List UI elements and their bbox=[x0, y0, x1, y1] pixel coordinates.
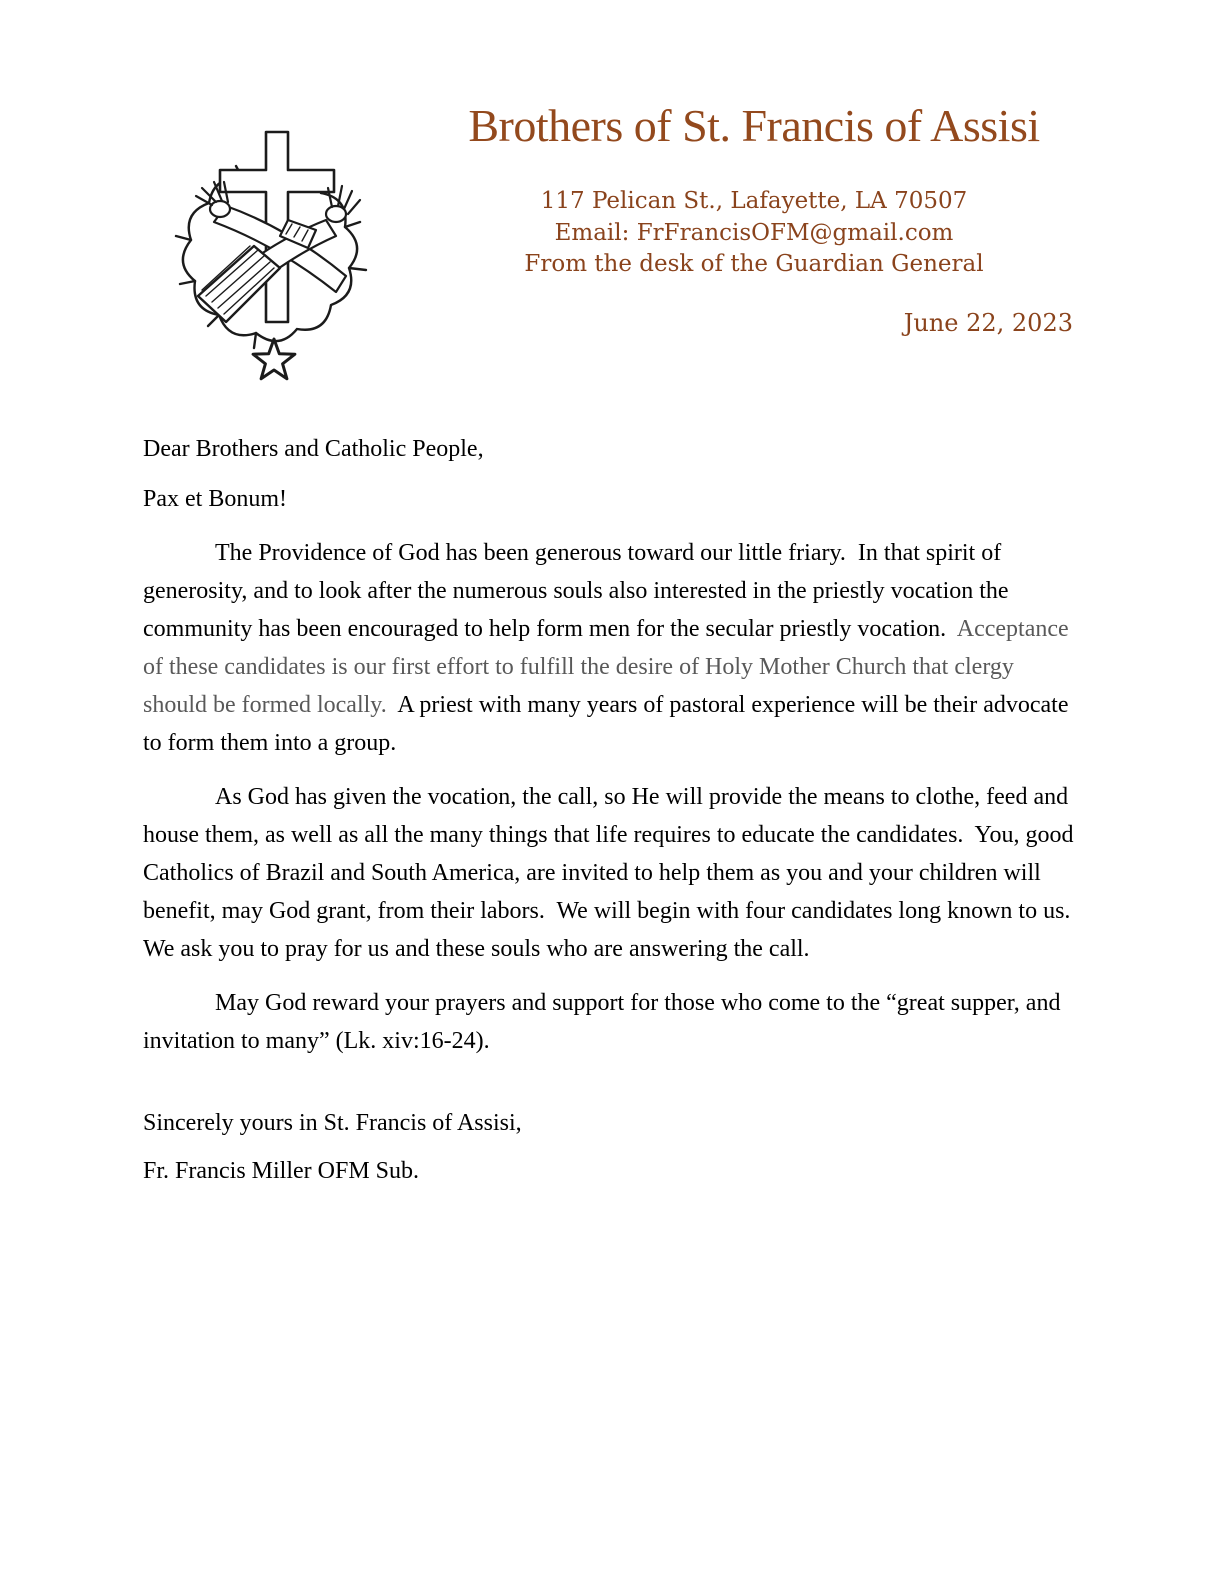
email-line: Email: FrFrancisOFM@gmail.com bbox=[554, 219, 954, 246]
desk-line: From the desk of the Guardian General bbox=[524, 251, 984, 277]
letter-date: June 22, 2023 bbox=[903, 309, 1073, 337]
address-line: 117 Pelican St., Lafayette, LA 70507 bbox=[540, 188, 968, 214]
order-crest-logo bbox=[170, 124, 380, 399]
paragraph-segment: A priest with many years of pastoral experience will be their advocate to form them into a group. bbox=[143, 692, 1075, 756]
paragraph bbox=[143, 778, 1080, 968]
salutation: Dear Brothers and Catholic People, bbox=[143, 436, 484, 462]
left-hand-icon bbox=[210, 201, 230, 217]
letter-body bbox=[143, 430, 1080, 1190]
letterhead-address-block bbox=[468, 186, 1039, 281]
organization-title: Brothers of St. Francis of Assisi bbox=[468, 100, 1040, 151]
greeting: Pax et Bonum! bbox=[143, 486, 287, 512]
paragraph-segment: The Providence of God has been generous toward our little friary. In that spirit of generosity, and to look after the numerous souls also interested in the priestly vocation the community has been encouraged to help form men for the secular priestly vocation. bbox=[143, 540, 1015, 642]
paragraph-segment: May God reward your prayers and support for those who come to the “great supper, and invitation to many” (Lk. xiv:16-24). bbox=[143, 990, 1067, 1054]
paragraph-segment: As God has given the vocation, the call, so He will provide the means to clothe, feed and house them, as well as all the many things that life requires to educate the candidates. You, good Catholics of Brazil and South America, are invited to help them as you and your children will benefit, may God grant, from their labors. We will begin with four candidates long known to us. We ask you to pray for us and these souls who are answering the call. bbox=[143, 784, 1080, 962]
paragraph bbox=[143, 984, 1075, 1060]
closing-line: Sincerely yours in St. Francis of Assisi, bbox=[143, 1110, 522, 1136]
star-icon bbox=[253, 339, 295, 379]
paragraphs bbox=[143, 534, 1080, 1060]
franciscan-crest-icon bbox=[170, 124, 380, 399]
signature-line: Fr. Francis Miller OFM Sub. bbox=[143, 1158, 420, 1184]
right-hand-icon bbox=[326, 206, 346, 222]
letterhead bbox=[468, 101, 1039, 281]
paragraph-segment: Acceptance of these candidates is our first effort to fulfill the desire of Holy Mother Church that clergy should be formed locally. bbox=[143, 616, 1075, 718]
paragraph bbox=[143, 534, 1075, 762]
